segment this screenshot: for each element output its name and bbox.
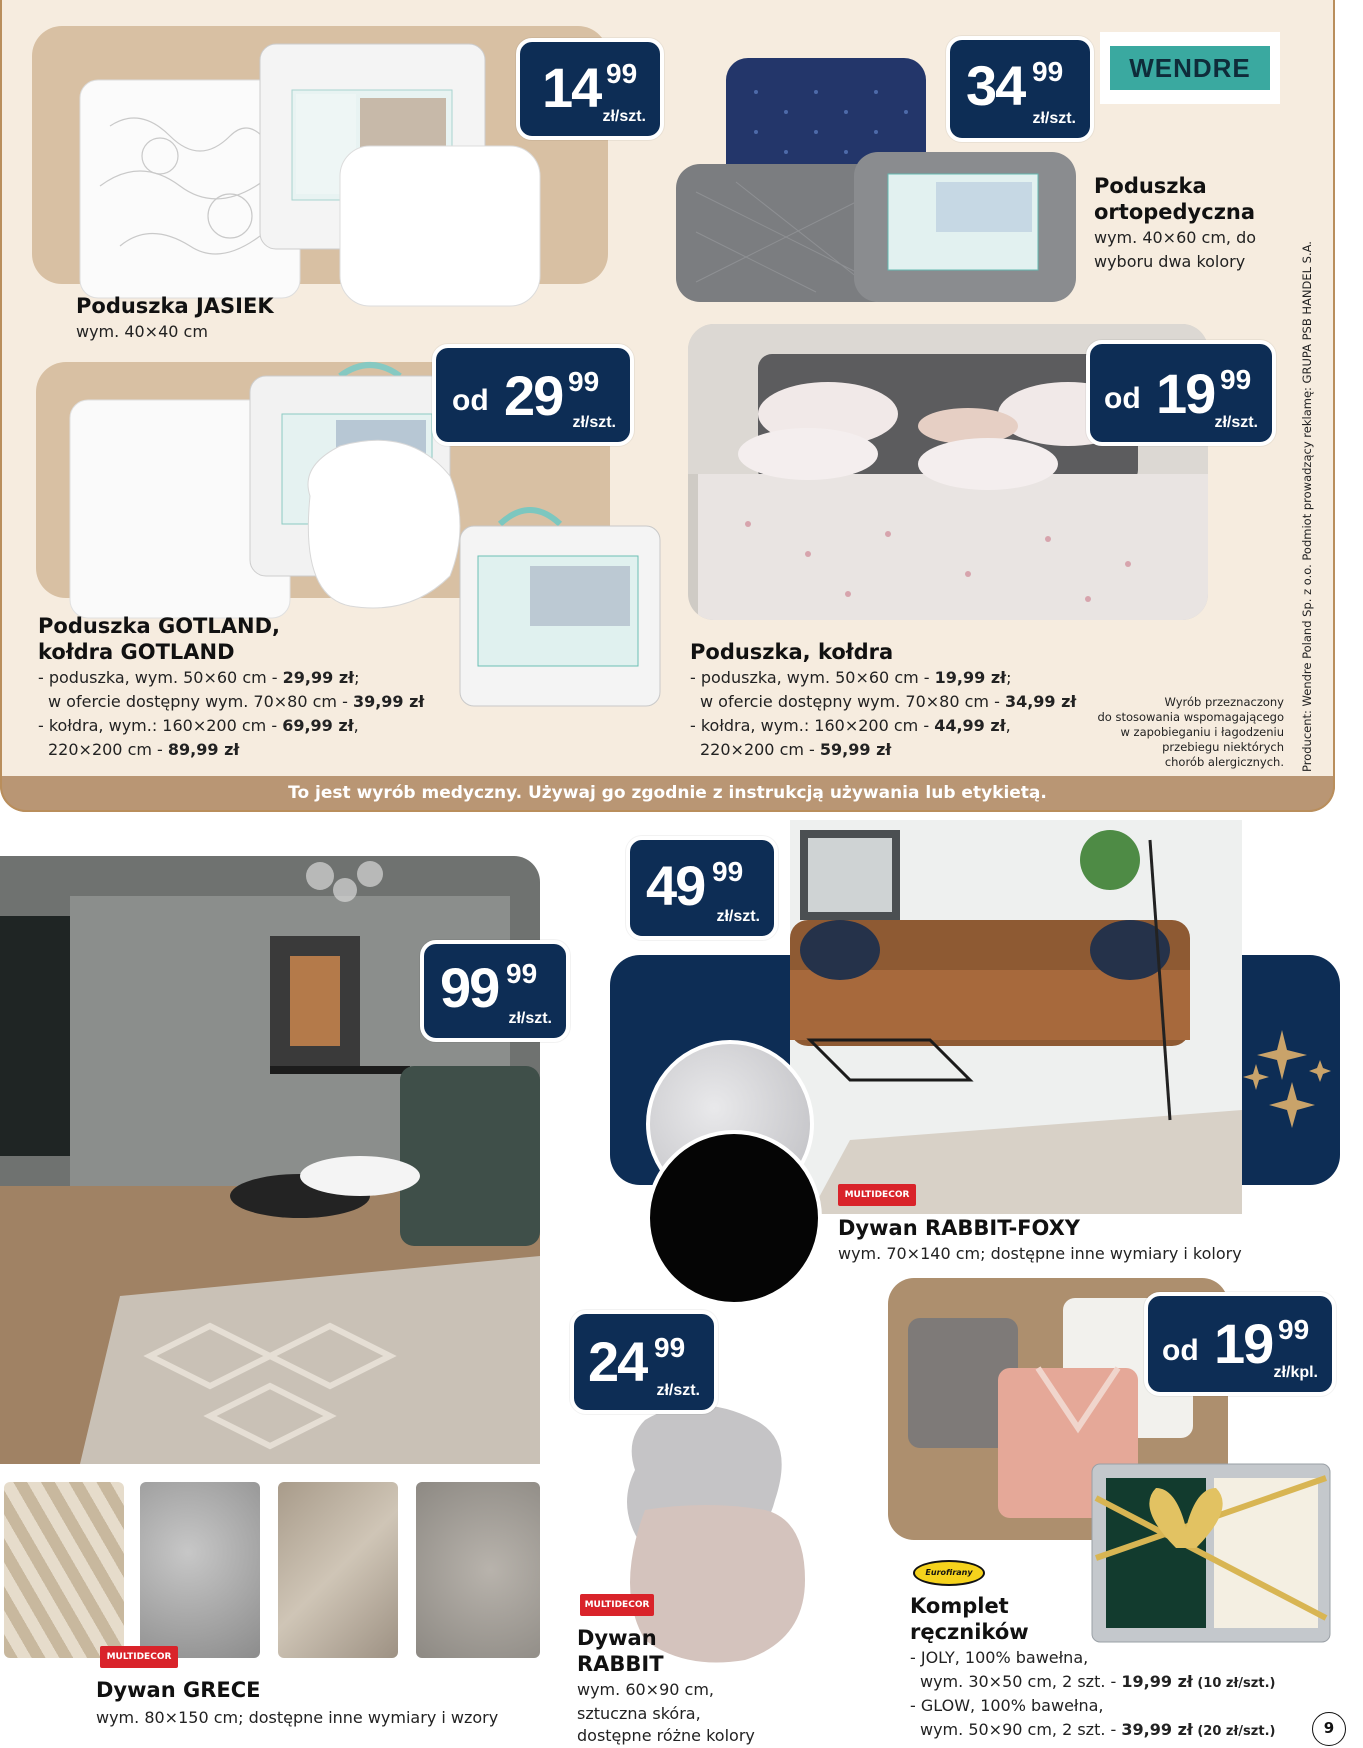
towels-line-3: - GLOW, 100% bawełna, bbox=[910, 1696, 1104, 1715]
text: 220×200 cm - bbox=[700, 740, 820, 759]
text: , bbox=[1005, 716, 1011, 735]
text: ; bbox=[1006, 668, 1012, 687]
rabbit-desc-3: dostępne różne kolory bbox=[577, 1726, 755, 1745]
towels-giftbox-image[interactable] bbox=[1086, 1458, 1336, 1648]
price-int: 19 bbox=[1214, 1312, 1273, 1375]
gotland-title-1: Poduszka GOTLAND, bbox=[38, 614, 281, 638]
rabbit-title-2: RABBIT bbox=[577, 1652, 664, 1676]
medical-device-bar: To jest wyrób medyczny. Używaj go zgodnie z instrukcją używania lub etykietą. bbox=[0, 776, 1335, 812]
price-unit: zł/szt. bbox=[1214, 414, 1258, 431]
price-text: 29,99 zł bbox=[282, 668, 355, 687]
gotland-title-2: kołdra GOTLAND bbox=[38, 640, 235, 664]
price-cents: 99 bbox=[506, 958, 538, 989]
text: , bbox=[353, 716, 359, 735]
bedroom-line-4 bbox=[700, 738, 891, 761]
gotland-line-3 bbox=[38, 714, 359, 737]
jasiek-desc: wym. 40×40 cm bbox=[76, 322, 208, 341]
grece-title: Dywan GRECE bbox=[96, 1678, 261, 1702]
towels-title-2: ręczników bbox=[910, 1620, 1029, 1644]
gotland-line-4 bbox=[48, 738, 239, 761]
price-unit: zł/szt. bbox=[602, 108, 646, 125]
wendre-logo bbox=[1100, 32, 1280, 104]
price-text: 19,99 zł bbox=[1121, 1672, 1193, 1691]
price-unit: zł/szt. bbox=[1032, 110, 1076, 127]
note-line: do stosowania wspomagającego bbox=[1097, 710, 1284, 724]
rabbit-price-badge bbox=[570, 1310, 718, 1414]
price-int: 49 bbox=[646, 854, 705, 917]
bedroom-title: Poduszka, kołdra bbox=[690, 640, 894, 664]
price-text: 59,99 zł bbox=[819, 740, 892, 759]
gotland-price-badge bbox=[432, 344, 634, 446]
note-line: chorób alergicznych. bbox=[1164, 755, 1284, 769]
eurofirany-logo: Eurofirany bbox=[913, 1560, 985, 1586]
rabbit-foxy-stars-icon bbox=[1242, 1020, 1332, 1130]
note-line: w zapobieganiu i łagodzeniu bbox=[1120, 725, 1284, 739]
page-number: 9 bbox=[1312, 1712, 1346, 1746]
price-cents: 99 bbox=[712, 856, 744, 887]
text: 220×200 cm - bbox=[48, 740, 168, 759]
price-prefix: od bbox=[452, 384, 489, 417]
price-cents: 99 bbox=[654, 1332, 686, 1363]
note-line: przebiegu niektórych bbox=[1162, 740, 1284, 754]
rabbit-rugs-image[interactable] bbox=[585, 1370, 815, 1670]
orthopedic-desc-2: wyboru dwa kolory bbox=[1094, 252, 1246, 271]
gotland-line-1 bbox=[38, 666, 359, 689]
price-unit: zł/szt. bbox=[656, 1382, 700, 1399]
price-text: 19,99 zł bbox=[934, 668, 1007, 687]
orthopedic-desc-1: wym. 40×60 cm, do bbox=[1094, 228, 1257, 247]
grece-swatch-2[interactable] bbox=[140, 1482, 260, 1658]
text: w ofercie dostępny wym. 70×80 cm - bbox=[48, 692, 353, 711]
price-unit: zł/szt. bbox=[508, 1010, 552, 1027]
jasiek-price-badge bbox=[516, 38, 664, 140]
wendre-logo-text: WENDRE bbox=[1110, 46, 1270, 90]
rabbit-foxy-price-badge bbox=[626, 836, 778, 940]
price-int: 34 bbox=[966, 54, 1025, 117]
bedroom-line-3 bbox=[690, 714, 1011, 737]
grece-desc: wym. 80×150 cm; dostępne inne wymiary i wzory bbox=[96, 1708, 499, 1727]
rabbit-desc-2: sztuczna skóra, bbox=[577, 1704, 701, 1723]
grece-price-badge bbox=[420, 940, 570, 1042]
rabbit-foxy-brand-logo: MULTIDECOR bbox=[838, 1184, 916, 1206]
text: ; bbox=[354, 668, 360, 687]
rabbit-foxy-living-photo[interactable] bbox=[790, 820, 1242, 1214]
jasiek-pillows-image[interactable] bbox=[70, 36, 550, 311]
rabbit-foxy-swatch-black[interactable] bbox=[646, 1130, 822, 1306]
bedroom-line-2 bbox=[700, 690, 1076, 713]
text: wym. 30×50 cm, 2 szt. - bbox=[920, 1672, 1122, 1691]
price-unit: zł/kpl. bbox=[1273, 1364, 1318, 1381]
grece-swatch-4[interactable] bbox=[416, 1482, 540, 1658]
towels-line-1: - JOLY, 100% bawełna, bbox=[910, 1648, 1089, 1667]
unit-price-text: (10 zł/szt.) bbox=[1192, 1676, 1276, 1691]
rabbit-brand-logo: MULTIDECOR bbox=[580, 1594, 654, 1616]
grece-swatch-3[interactable] bbox=[278, 1482, 398, 1658]
price-cents: 99 bbox=[568, 366, 600, 397]
text: wym. 50×90 cm, 2 szt. - bbox=[920, 1720, 1122, 1739]
price-cents: 99 bbox=[1032, 56, 1064, 87]
allergy-note bbox=[1070, 695, 1284, 770]
rabbit-desc-1: wym. 60×90 cm, bbox=[577, 1680, 714, 1699]
rabbit-foxy-desc: wym. 70×140 cm; dostępne inne wymiary i kolory bbox=[838, 1244, 1242, 1263]
text: - kołdra, wym.: 160×200 cm - bbox=[38, 716, 283, 735]
bedroom-price-badge bbox=[1086, 340, 1276, 446]
towels-price-badge bbox=[1144, 1292, 1336, 1396]
towels-line-2 bbox=[920, 1670, 1275, 1695]
text: w ofercie dostępny wym. 70×80 cm - bbox=[700, 692, 1005, 711]
price-cents: 99 bbox=[1220, 364, 1252, 395]
price-cents: 99 bbox=[606, 58, 638, 89]
price-text: 39,99 zł bbox=[1121, 1720, 1193, 1739]
bedroom-line-1 bbox=[690, 666, 1011, 689]
orthopedic-price-badge bbox=[946, 36, 1094, 142]
gotland-line-2 bbox=[48, 690, 424, 713]
price-int: 24 bbox=[588, 1330, 647, 1393]
price-unit: zł/szt. bbox=[572, 414, 616, 431]
grece-swatch-1[interactable] bbox=[4, 1482, 124, 1658]
orthopedic-title-1: Poduszka bbox=[1094, 174, 1207, 198]
price-int: 14 bbox=[542, 56, 601, 119]
towels-title-1: Komplet bbox=[910, 1594, 1009, 1618]
jasiek-title: Poduszka JASIEK bbox=[76, 294, 274, 318]
orthopedic-title-2: ortopedyczna bbox=[1094, 200, 1256, 224]
price-text: 89,99 zł bbox=[167, 740, 240, 759]
price-text: 44,99 zł bbox=[934, 716, 1006, 735]
rabbit-title-1: Dywan bbox=[577, 1626, 657, 1650]
producer-note: Producent: Wendre Poland Sp. z o.o. Podmiot prowadzący reklamę: GRUPA PSB HANDEL S.A. bbox=[1300, 241, 1314, 772]
text: - kołdra, wym.: 160×200 cm - bbox=[690, 716, 935, 735]
price-int: 29 bbox=[504, 364, 563, 427]
grece-brand-logo: MULTIDECOR bbox=[100, 1646, 178, 1668]
price-text: 39,99 zł bbox=[352, 692, 425, 711]
price-int: 19 bbox=[1156, 362, 1215, 425]
price-int: 99 bbox=[440, 956, 499, 1019]
note-line: Wyrób przeznaczony bbox=[1164, 695, 1284, 709]
text: - poduszka, wym. 50×60 cm - bbox=[38, 668, 283, 687]
price-prefix: od bbox=[1104, 382, 1141, 415]
price-prefix: od bbox=[1162, 1334, 1199, 1367]
unit-price-text: (20 zł/szt.) bbox=[1192, 1724, 1276, 1739]
price-text: 69,99 zł bbox=[282, 716, 354, 735]
towels-line-4 bbox=[920, 1718, 1275, 1743]
rabbit-foxy-title: Dywan RABBIT-FOXY bbox=[838, 1216, 1081, 1240]
price-text: 34,99 zł bbox=[1004, 692, 1077, 711]
text: - poduszka, wym. 50×60 cm - bbox=[690, 668, 935, 687]
price-unit: zł/szt. bbox=[716, 908, 760, 925]
price-cents: 99 bbox=[1278, 1314, 1310, 1345]
